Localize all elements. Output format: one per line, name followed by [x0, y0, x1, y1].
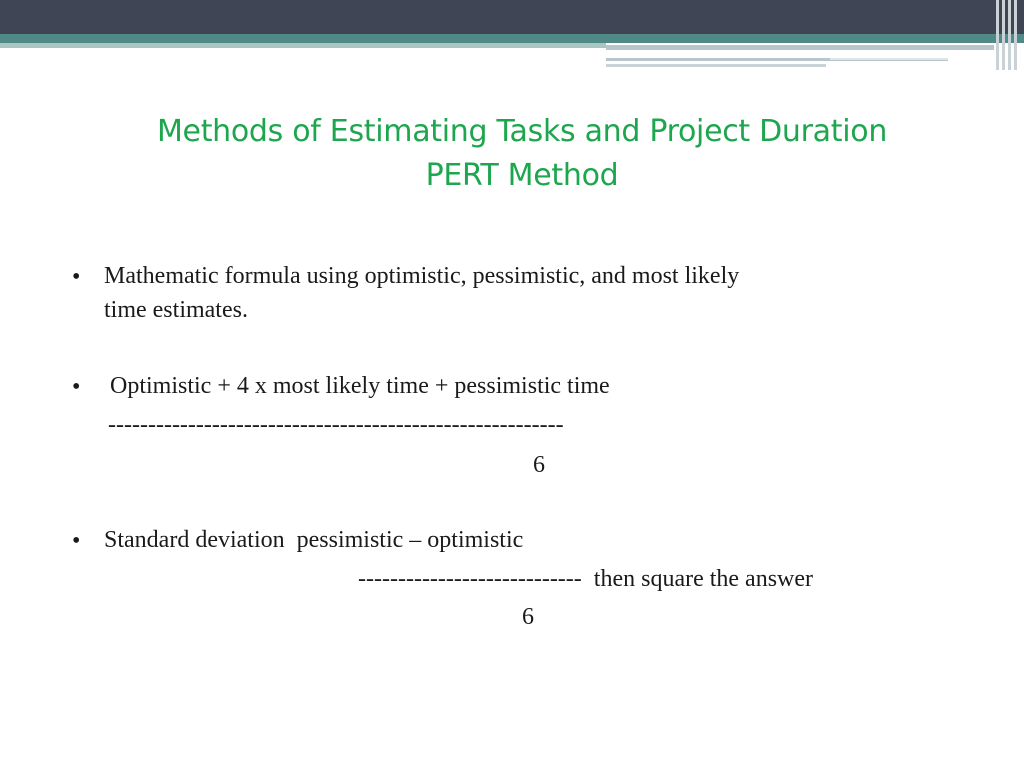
header-light-teal-bar [0, 43, 606, 48]
header-pale-bar [606, 45, 994, 50]
pert-formula-numerator: Optimistic + 4 x most likely time + pessimistic time [104, 373, 610, 399]
header-pale-line [830, 58, 948, 60]
bullet-3-marker: • [72, 528, 81, 554]
bullet-1-line-1: Mathematic formula using optimistic, pessimistic, and most likely [104, 263, 740, 289]
vertical-stripe [1002, 0, 1005, 70]
std-dev-numerator: Standard deviation pessimistic – optimistic [104, 527, 524, 553]
std-dev-denominator: 6 [522, 604, 534, 630]
vertical-stripe [1008, 0, 1011, 70]
header-vertical-stripes [994, 0, 1024, 70]
header-dark-bar [0, 0, 1024, 34]
pert-formula-denominator: 6 [533, 452, 545, 478]
bullet-2-marker: • [72, 374, 81, 400]
vertical-stripe [1014, 0, 1017, 70]
pert-formula-divider: --------------------------------------------------------- [108, 412, 564, 438]
slide-title [0, 110, 1024, 198]
header-teal-bar [0, 34, 1024, 43]
vertical-stripe [996, 0, 999, 70]
slide-title-line-2: PERT Method [425, 158, 619, 193]
header-pale-line [606, 64, 826, 67]
std-dev-divider: ---------------------------- then square the answer [358, 566, 814, 592]
slide-title-line-1: Methods of Estimating Tasks and Project Duration [156, 114, 888, 149]
bullet-1-line-2: time estimates. [104, 297, 248, 323]
header-decoration [0, 0, 1024, 70]
bullet-1-marker: • [72, 264, 81, 290]
